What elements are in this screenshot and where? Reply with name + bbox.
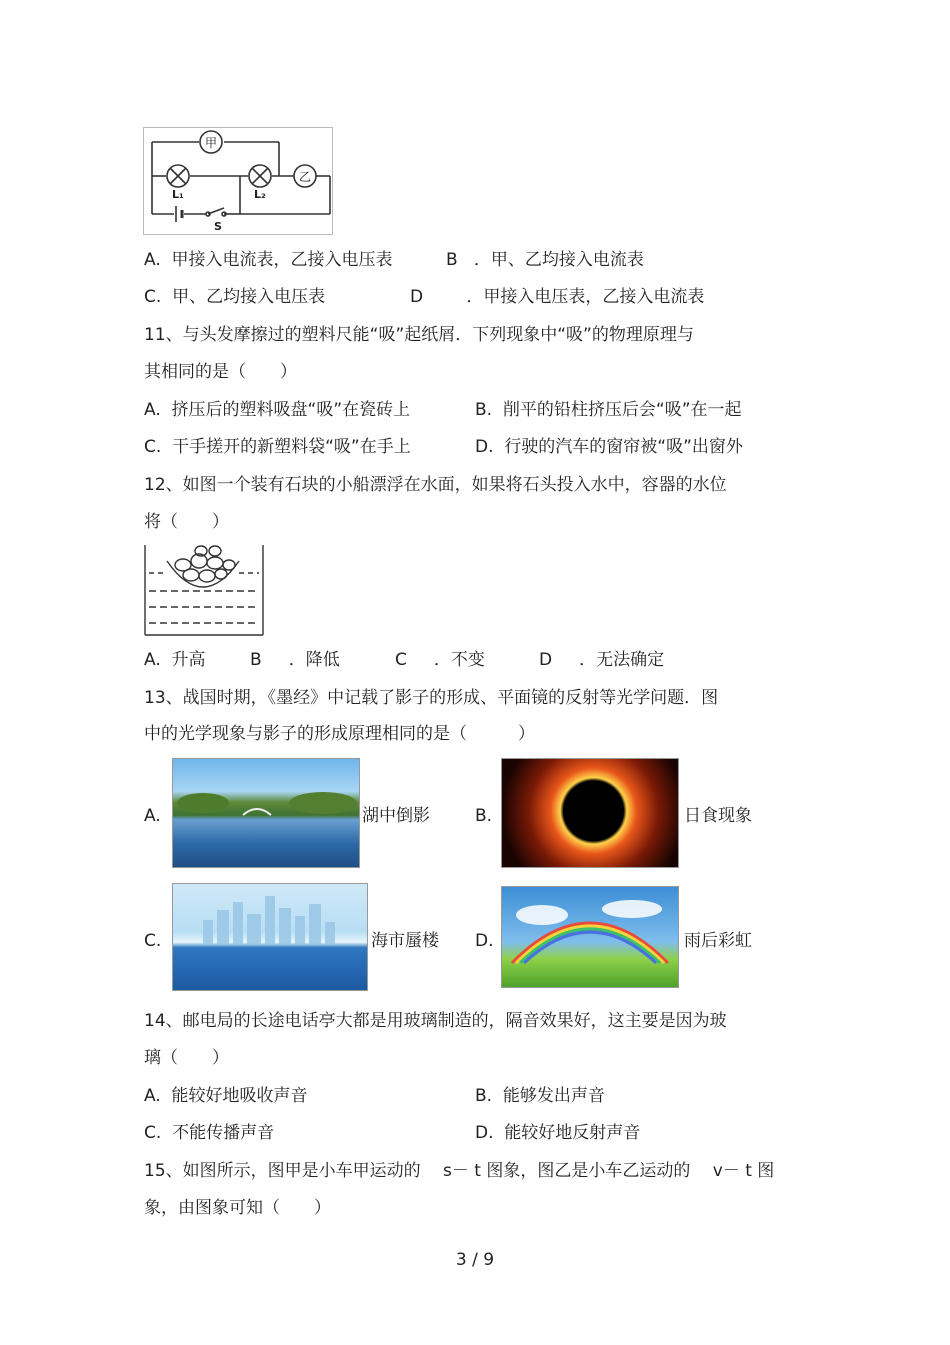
meter-a-label: 甲 xyxy=(204,136,218,150)
option-letter: D xyxy=(539,650,553,670)
q11-stem-line2: 其相同的是（ ） xyxy=(144,362,297,382)
switch-label: S xyxy=(214,220,222,233)
mirage-drawing xyxy=(173,884,367,990)
q14-option-c xyxy=(144,1122,274,1144)
circuit-diagram xyxy=(143,127,333,235)
page-number: 3 / 9 xyxy=(455,1250,495,1270)
option-text: 削平的铅柱挤压后会“吸”在一起 xyxy=(502,400,742,420)
q10-option-d xyxy=(410,286,704,308)
q14-stem-line2: 璃（ ） xyxy=(144,1048,229,1068)
q12-stem-line2: 将（ ） xyxy=(144,512,229,532)
q11-option-a xyxy=(144,399,410,421)
option-text: ．无法确定 xyxy=(579,650,665,670)
q12-option-c xyxy=(395,649,485,671)
option-text: 升高 xyxy=(171,650,206,670)
meter-b-label: 乙 xyxy=(298,170,312,184)
boat-container-figure xyxy=(143,543,265,637)
lamp2-label: L₂ xyxy=(254,188,266,201)
q11-stem-line1: 11、与头发摩擦过的塑料尺能“吸”起纸屑．下列现象中“吸”的物理原理与 xyxy=(144,325,694,345)
option-letter: B. xyxy=(475,400,493,420)
option-text: ．甲、乙均接入电流表 xyxy=(473,250,644,270)
option-text: 甲、乙均接入电压表 xyxy=(172,287,326,307)
circuit-drawing xyxy=(144,128,332,234)
q12-option-a xyxy=(144,649,206,671)
q13-option-d-letter: D. xyxy=(475,931,494,951)
q12-option-b xyxy=(250,649,340,671)
q12-option-d xyxy=(539,649,664,671)
option-text: ．不变 xyxy=(433,650,485,670)
option-letter: A. xyxy=(144,250,161,270)
q13-option-a-text: 湖中倒影 xyxy=(362,806,430,826)
lake-reflection-image xyxy=(172,758,360,868)
option-letter: C. xyxy=(144,287,162,307)
option-text: 干手搓开的新塑料袋“吸”在手上 xyxy=(172,437,411,457)
q13-option-c-text: 海市蜃楼 xyxy=(371,931,439,951)
option-letter: A. xyxy=(144,1086,161,1106)
option-letter: C. xyxy=(144,1123,162,1143)
q14-stem-line1: 14、邮电局的长途电话亭大都是用玻璃制造的，隔音效果好，这主要是因为玻 xyxy=(144,1011,727,1031)
q11-option-d xyxy=(475,436,743,458)
option-text: 甲接入电流表，乙接入电压表 xyxy=(171,250,393,270)
q11-option-c xyxy=(144,436,411,458)
option-letter: C xyxy=(395,650,407,670)
option-text: 能较好地吸收声音 xyxy=(171,1086,308,1106)
option-letter: B. xyxy=(475,1086,493,1106)
q13-stem-line1: 13、战国时期，《墨经》中记载了影子的形成、平面镜的反射等光学问题．图 xyxy=(144,688,719,708)
q13-option-b-letter: B. xyxy=(475,806,493,826)
option-text: 不能传播声音 xyxy=(172,1123,275,1143)
option-text: 行驶的汽车的窗帘被“吸”出窗外 xyxy=(504,437,743,457)
mirage-image xyxy=(172,883,368,991)
option-text: 能较好地反射声音 xyxy=(504,1123,641,1143)
rainbow-drawing xyxy=(502,887,678,987)
option-text: ．甲接入电压表，乙接入电流表 xyxy=(466,287,705,307)
option-text: 能够发出声音 xyxy=(502,1086,605,1106)
option-letter: A. xyxy=(144,400,161,420)
option-letter: D. xyxy=(475,437,494,457)
rainbow-image xyxy=(501,886,679,988)
q14-option-a xyxy=(144,1085,308,1107)
q12-stem-line1: 12、如图一个装有石块的小船漂浮在水面，如果将石头投入水中，容器的水位 xyxy=(144,475,727,495)
q10-option-a xyxy=(144,249,393,271)
option-text: 挤压后的塑料吸盘“吸”在瓷砖上 xyxy=(171,400,411,420)
solar-eclipse-image xyxy=(501,758,679,868)
option-text: ．降低 xyxy=(288,650,340,670)
option-letter: B xyxy=(446,250,458,270)
q14-option-d xyxy=(475,1122,640,1144)
option-letter: D. xyxy=(475,1123,494,1143)
option-letter: C. xyxy=(144,437,162,457)
q13-option-a-letter: A. xyxy=(144,806,161,826)
lake-drawing xyxy=(173,759,359,867)
lamp1-label: L₁ xyxy=(172,188,184,201)
q10-option-b xyxy=(446,249,644,271)
boat-drawing xyxy=(143,543,265,637)
q15-stem-line2: 象，由图象可知（ ） xyxy=(144,1198,331,1218)
q11-option-b xyxy=(475,399,742,421)
q14-option-b xyxy=(475,1085,605,1107)
q15-stem-line1: 15、如图所示，图甲是小车甲运动的 s－ t 图象，图乙是小车乙运动的 v－ t 图 xyxy=(144,1161,775,1181)
q13-stem-line2: 中的光学现象与影子的形成原理相同的是（ ） xyxy=(144,724,535,744)
q13-option-b-text: 日食现象 xyxy=(684,806,752,826)
option-letter: A. xyxy=(144,650,161,670)
q13-option-d-text: 雨后彩虹 xyxy=(684,931,752,951)
q13-option-c-letter: C. xyxy=(144,931,162,951)
option-letter: B xyxy=(250,650,262,670)
q10-option-c xyxy=(144,286,325,308)
option-letter: D xyxy=(410,287,424,307)
